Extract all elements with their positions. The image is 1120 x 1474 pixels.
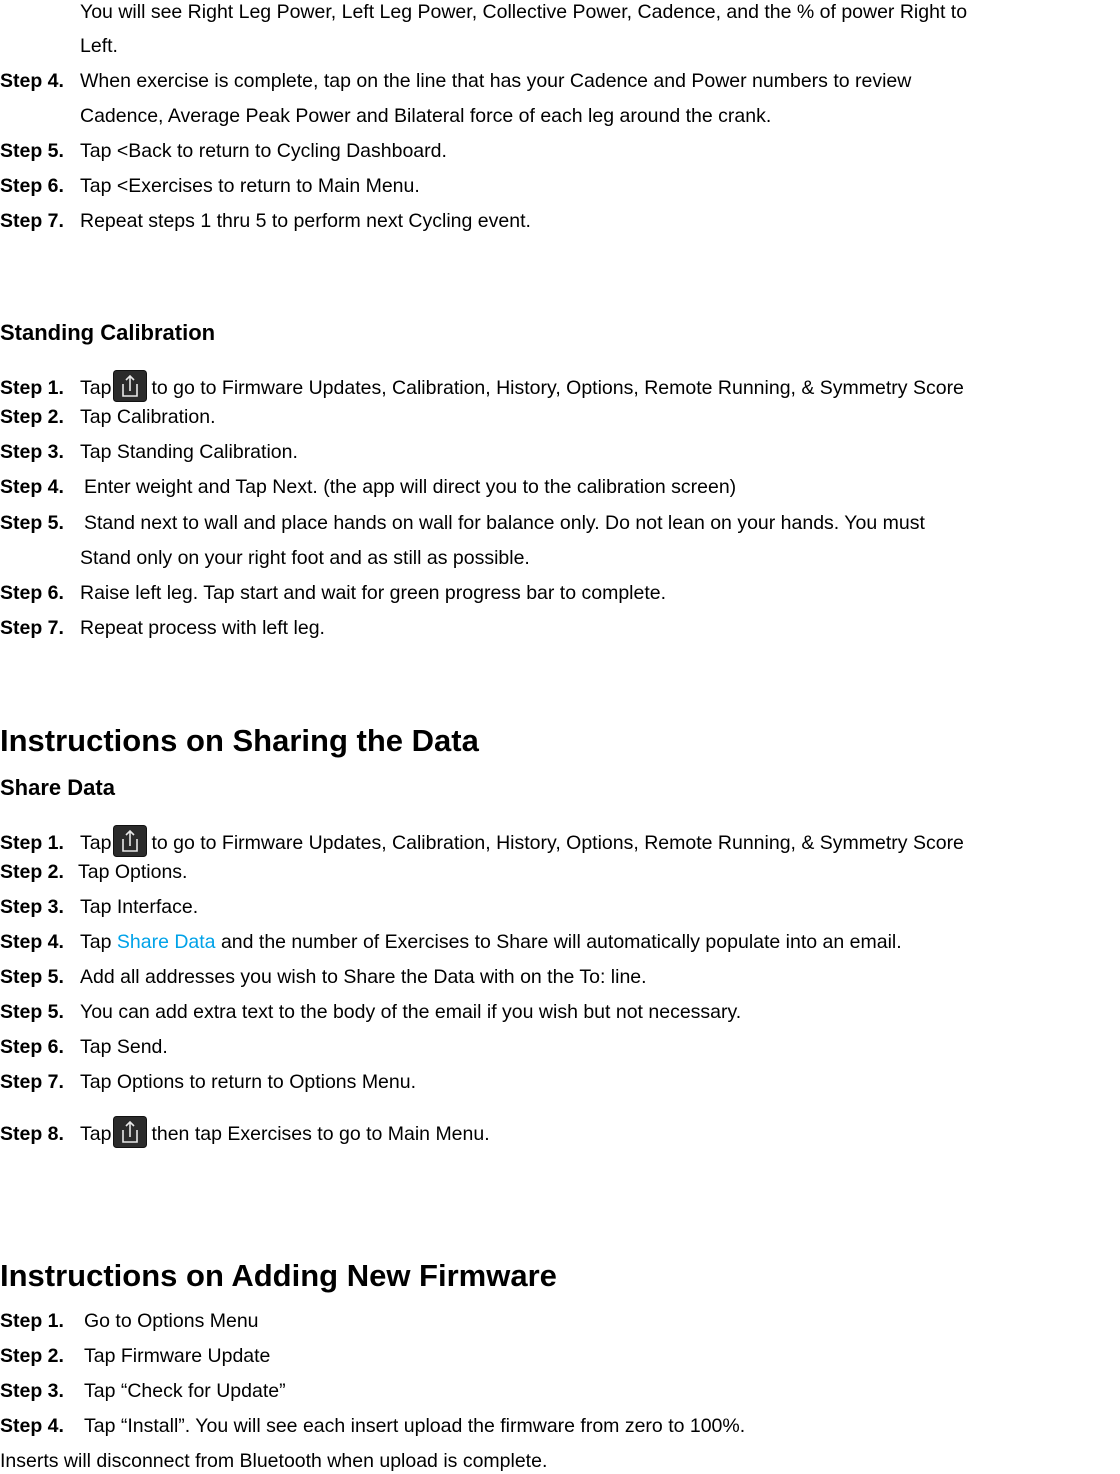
step-text: Tap Firmware Update [84, 1345, 271, 1367]
step-line [0, 895, 198, 919]
step-text: Repeat steps 1 thru 5 to perform next Cycling event. [80, 210, 531, 232]
step-line [0, 1000, 741, 1024]
step-label: Step 4. [0, 70, 64, 92]
step-label: Step 3. [0, 896, 64, 918]
step-label: Step 5. [0, 512, 64, 534]
step-label: Step 5. [0, 140, 64, 162]
step-label: Step 1. [0, 832, 64, 854]
step-text: Add all addresses you wish to Share the Data with on the To: line. [80, 966, 647, 988]
step-line [0, 860, 187, 884]
step-label: Step 1. [0, 1310, 64, 1332]
step-label: Step 5. [0, 966, 64, 988]
step3-continuation: You will see Right Leg Power, Left Leg Power, Collective Power, Cadence, and the % of power Right to [80, 1, 968, 23]
step-text: Go to Options Menu [84, 1310, 259, 1332]
step-label: Step 8. [0, 1123, 64, 1145]
step3-continuation-2: Left. [80, 35, 118, 57]
step-label: Step 5. [0, 1001, 64, 1023]
sharing-title: Instructions on Sharing the Data [0, 723, 479, 758]
step-text: Tap Options to return to Options Menu. [80, 1071, 417, 1093]
step-line [0, 511, 925, 535]
step-line [0, 616, 325, 640]
step-text: Repeat process with left leg. [80, 617, 325, 639]
step-label: Step 4. [0, 476, 64, 498]
share-icon [113, 825, 147, 857]
step-text: Tap [80, 931, 112, 953]
step-continuation: Stand only on your right foot and as still as possible. [80, 547, 530, 569]
step-line [0, 825, 964, 857]
step-label: Step 7. [0, 1071, 64, 1093]
step-line [0, 965, 647, 989]
step-text: Tap Interface. [80, 896, 199, 918]
step-line [0, 1379, 286, 1403]
share-data-heading: Share Data [0, 775, 115, 800]
step-line [0, 1070, 416, 1094]
step-text: then tap Exercises to go to Main Menu. [151, 1123, 490, 1145]
step-text: Stand next to wall and place hands on wall for balance only. Do not lean on your hands. You must [84, 512, 925, 534]
step-text: Tap Send. [80, 1036, 168, 1058]
step-text: Tap <Back to return to Cycling Dashboard. [80, 140, 447, 162]
step-label: Step 7. [0, 210, 64, 232]
step-text: Tap “Install”. You will see each insert upload the firmware from zero to 100%. [84, 1415, 746, 1437]
step-line [0, 930, 902, 954]
standing-calibration-heading: Standing Calibration [0, 320, 216, 345]
step-line [0, 69, 911, 93]
step-text: Tap [80, 377, 112, 399]
step-label: Step 2. [0, 861, 64, 883]
step-label: Step 2. [0, 1345, 64, 1367]
step-line [0, 370, 964, 402]
step-text: When exercise is complete, tap on the line that has your Cadence and Power numbers to review [80, 70, 912, 92]
step-line [0, 475, 736, 499]
share-data-link[interactable]: Share Data [116, 931, 216, 953]
step-label: Step 4. [0, 1415, 64, 1437]
step-text: Tap Calibration. [80, 406, 216, 428]
step-text: and the number of Exercises to Share will automatically populate into an email. [220, 931, 902, 953]
step-line [0, 139, 447, 163]
step-label: Step 6. [0, 1036, 64, 1058]
step-label: Step 2. [0, 406, 64, 428]
step-text: Tap Standing Calibration. [80, 441, 298, 463]
step-line [0, 209, 531, 233]
step-label: Step 6. [0, 582, 64, 604]
step-text: Tap “Check for Update” [84, 1380, 286, 1402]
step-text: to go to Firmware Updates, Calibration, History, Options, Remote Running, & Symmetry Score [151, 377, 964, 399]
step-text: Tap [80, 832, 112, 854]
step-label: Step 3. [0, 441, 64, 463]
step-line [0, 581, 666, 605]
share-icon [113, 370, 147, 402]
step-line [0, 405, 216, 429]
step-label: Step 1. [0, 377, 64, 399]
step-label: Step 7. [0, 617, 64, 639]
step-line [0, 1414, 745, 1438]
step-text: Tap <Exercises to return to Main Menu. [80, 175, 420, 197]
step-line [0, 1309, 259, 1333]
step-line [0, 1035, 168, 1059]
step-text: Enter weight and Tap Next. (the app will direct you to the calibration screen) [84, 476, 737, 498]
step-text: Raise left leg. Tap start and wait for green progress bar to complete. [80, 582, 667, 604]
step-label: Step 3. [0, 1380, 64, 1402]
step-label: Step 4. [0, 931, 64, 953]
step-line [0, 1344, 270, 1368]
step-line [0, 1116, 490, 1148]
step-continuation: Cadence, Average Peak Power and Bilateral force of each leg around the crank. [80, 105, 772, 127]
step-text: You can add extra text to the body of the email if you wish but not necessary. [80, 1001, 742, 1023]
firmware-title: Instructions on Adding New Firmware [0, 1258, 557, 1293]
firmware-note: Inserts will disconnect from Bluetooth when upload is complete. [0, 1450, 548, 1472]
step-text: Tap Options. [78, 861, 188, 883]
step-text: Tap [80, 1123, 112, 1145]
step-text: to go to Firmware Updates, Calibration, History, Options, Remote Running, & Symmetry Score [151, 832, 964, 854]
step-label: Step 6. [0, 175, 64, 197]
share-icon [113, 1116, 147, 1148]
step-line [0, 440, 298, 464]
step-line [0, 174, 420, 198]
